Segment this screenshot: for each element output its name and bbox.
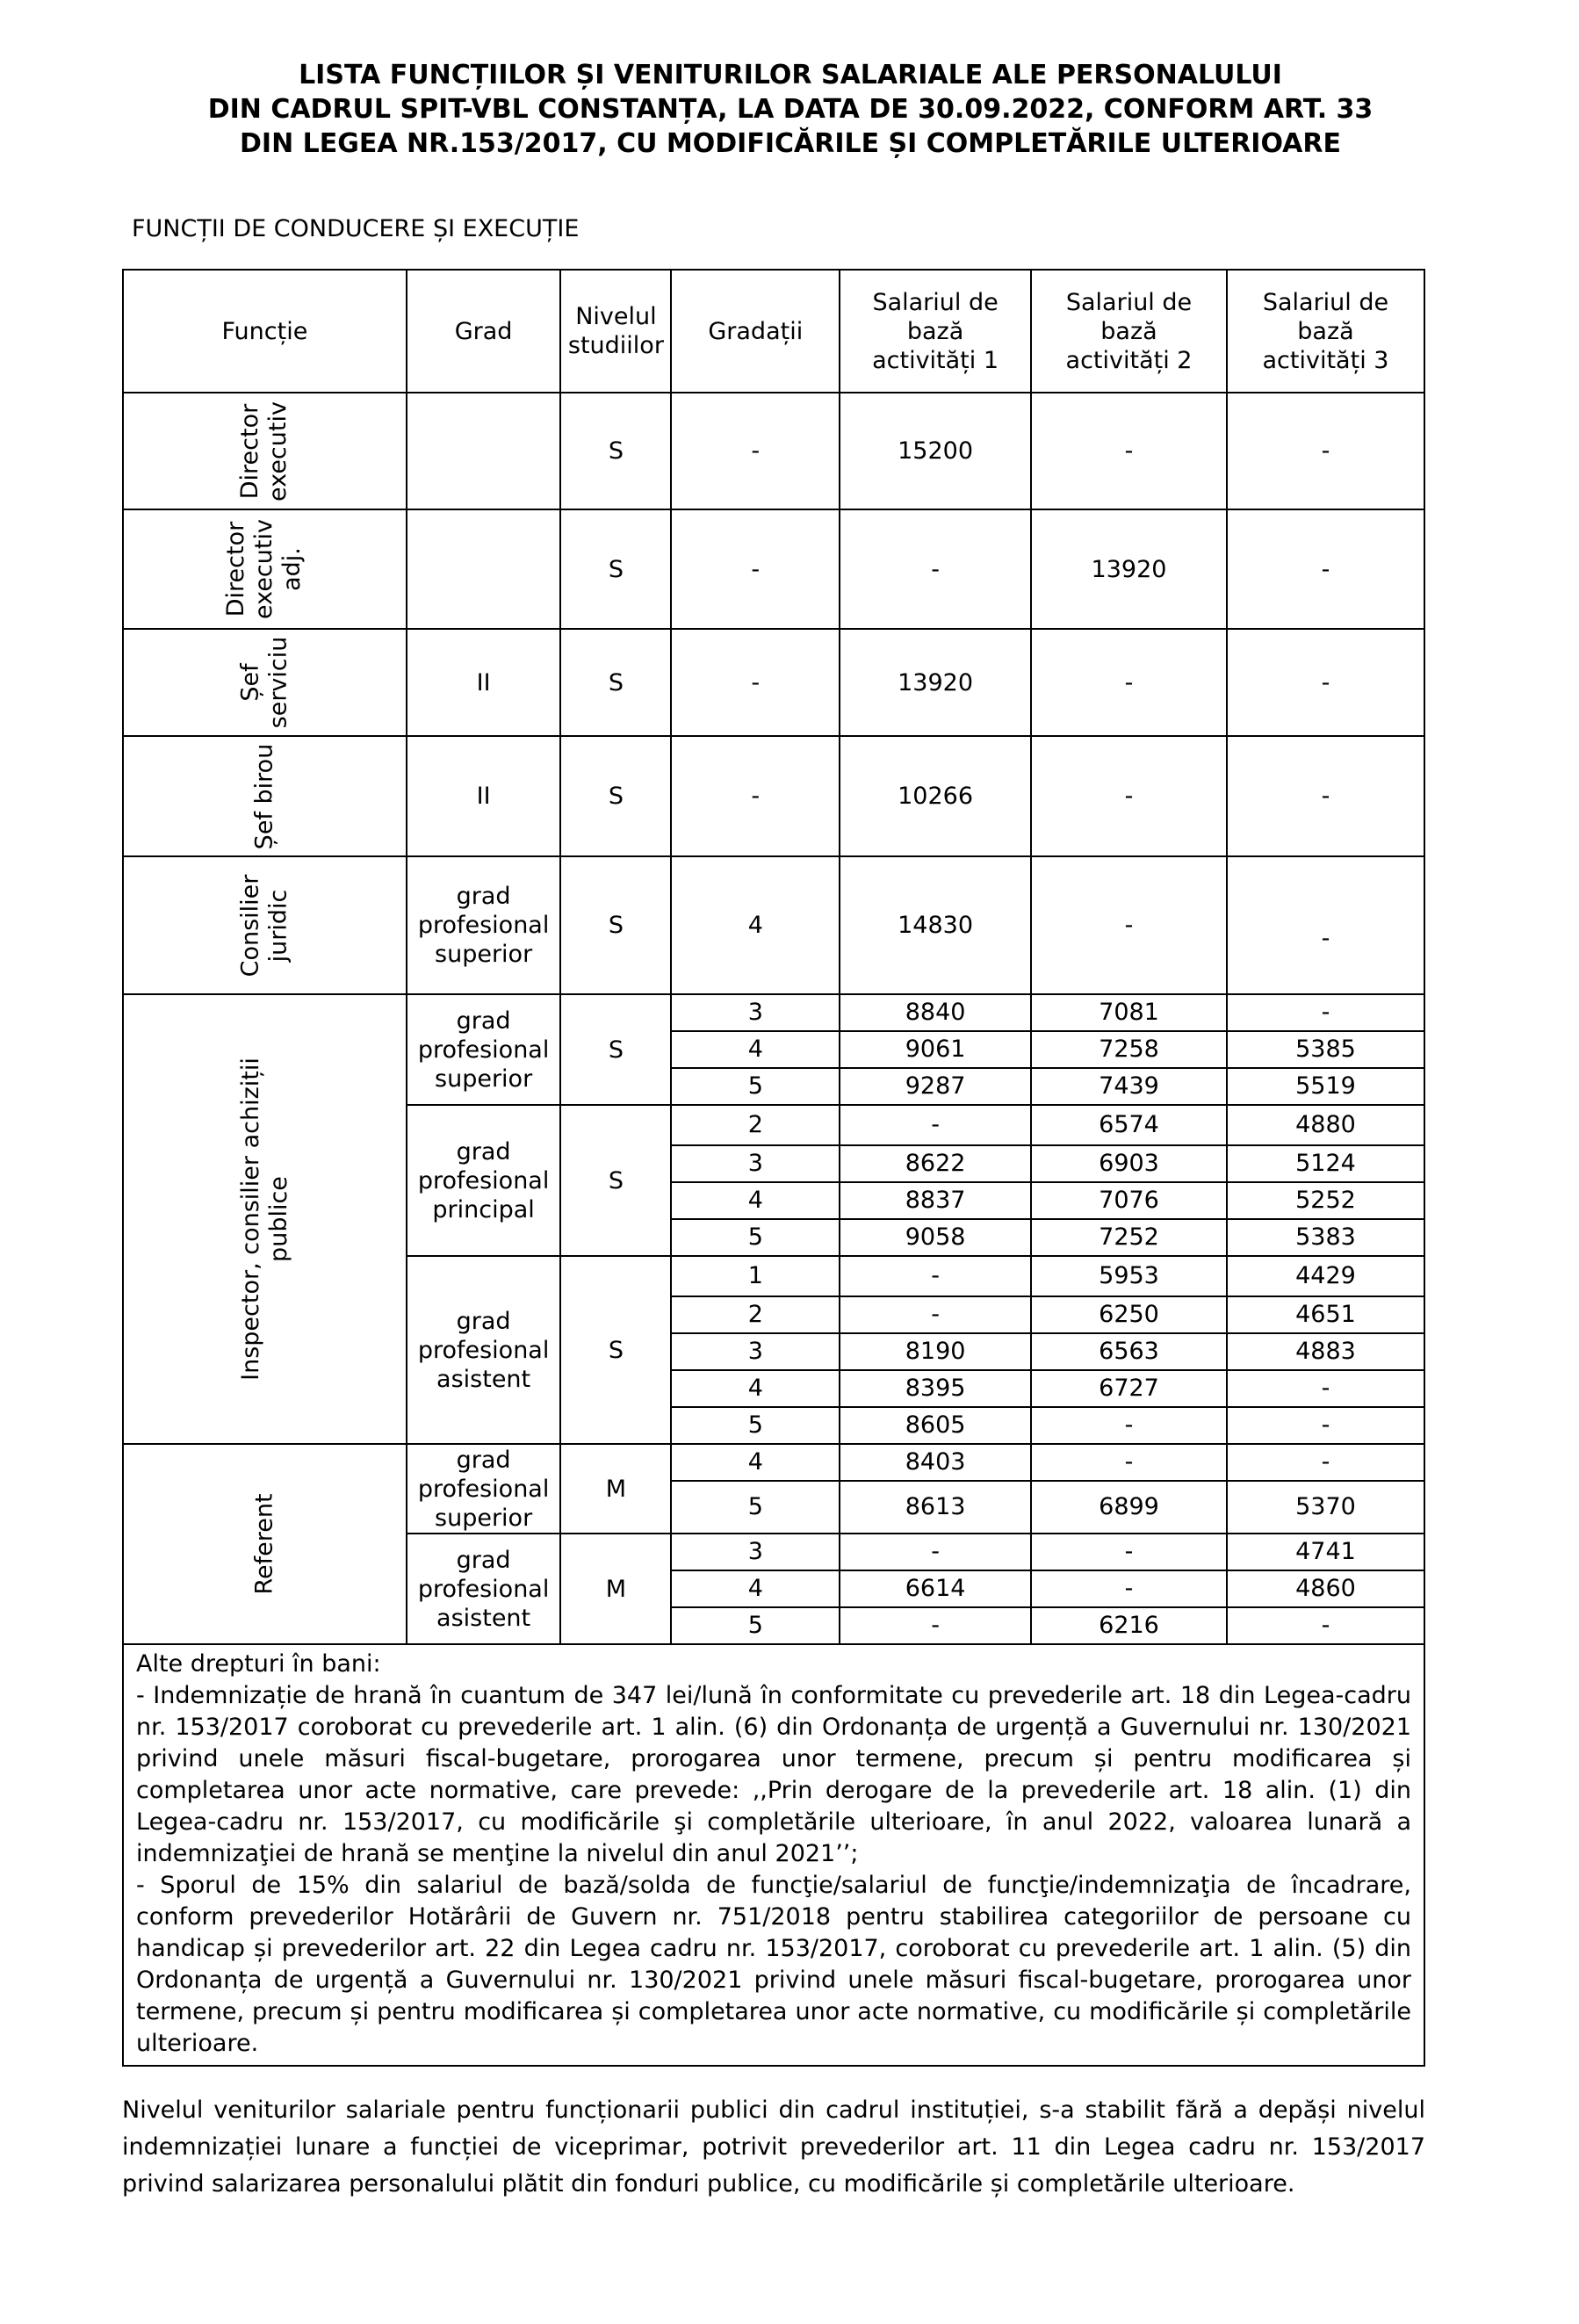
grade-cell <box>407 509 561 629</box>
table-header-row <box>123 270 1424 393</box>
gradation-cell: 5 <box>671 1219 840 1256</box>
gradation-cell: - <box>671 629 840 736</box>
table-row <box>123 509 1424 629</box>
grade-text: grad <box>456 1307 511 1335</box>
gradation-cell: - <box>671 393 840 509</box>
header-salariu-2 <box>1031 270 1227 393</box>
grade-text: profesional <box>417 912 550 939</box>
grade-cell <box>407 393 561 509</box>
salary-3-cell: 5519 <box>1227 1068 1424 1105</box>
salary-1-cell: 8190 <box>840 1333 1031 1370</box>
study-level-cell: M <box>560 1444 671 1534</box>
footer-paragraph: Nivelul veniturilor salariale pentru funcționarii publici din cadrul instituției, s-a stabilit fără a depăși nivelul indemnizației lunare a funcției de viceprimar, potrivit prevederilor art. 11 din Legea cadru nr. 153/2017 privind salarizarea personalului plătit din fonduri publice, cu modificările și completările ulterioare. <box>122 2097 1425 2198</box>
notes-paragraph: - Indemnizație de hrană în cuantum de 347 lei/lună în conformitate cu prevederile art. 18 din Legea-cadru nr. 153/2017 coroborat cu prevederile art. 1 alin. (6) din Ordonanța de urgență a Guvernului nr. 130/2021 privind unele măsuri fiscal-bugetare, prorogarea unor termene, precum și pentru modificarea și completarea unor acte normative, care prevede: ,,Prin derogare de la prevederile art. 18 alin. (1) din Legea-cadru nr. 153/2017, cu modificările şi completările ulterioare, în anul 2022, valoarea lunară a indemnizaţiei de hrană se menţine la nivelul din anul 2021’’; <box>136 1682 1411 1867</box>
title-line: DIN CADRUL SPIT-VBL CONSTANȚA, LA DATA DE 30.09.2022, CONFORM ART. 33 <box>207 94 1374 125</box>
salary-3-cell: 5252 <box>1227 1182 1424 1219</box>
salary-1-cell: 8403 <box>840 1444 1031 1481</box>
grade-text: superior <box>435 941 533 968</box>
gradation-cell: - <box>671 509 840 629</box>
salary-2-cell: - <box>1031 736 1227 856</box>
gradation-cell: 4 <box>671 1031 840 1068</box>
salary-1-cell: - <box>840 1534 1031 1570</box>
study-level-cell: S <box>560 393 671 509</box>
gradation-cell: 2 <box>671 1296 840 1333</box>
grade-text: profesional <box>417 1336 550 1364</box>
header-text-line: Salariul de <box>1262 288 1389 316</box>
salary-3-cell: - <box>1227 994 1424 1031</box>
salary-3-cell: - <box>1227 1407 1424 1444</box>
salary-3-cell: 4741 <box>1227 1534 1424 1570</box>
salary-3-cell: - <box>1227 736 1424 856</box>
salary-table <box>122 269 1425 2067</box>
grade-cell <box>407 994 561 1105</box>
gradation-cell: 5 <box>671 1407 840 1444</box>
gradation-cell: 2 <box>671 1105 840 1145</box>
salary-1-cell: - <box>840 1256 1031 1296</box>
function-text: Referent <box>250 1493 278 1595</box>
header-text-line: bază <box>1297 317 1354 345</box>
function-cell <box>123 736 407 856</box>
function-text: executiv <box>250 519 278 619</box>
study-level-cell: S <box>560 629 671 736</box>
grade-cell: II <box>407 629 561 736</box>
grade-text: superior <box>435 1065 533 1093</box>
salary-2-cell: - <box>1031 856 1227 994</box>
document-title <box>105 58 1475 161</box>
salary-2-cell: - <box>1031 1407 1227 1444</box>
header-salariu-1 <box>840 270 1031 393</box>
grade-text: grad <box>456 883 511 910</box>
salary-1-cell: 8840 <box>840 994 1031 1031</box>
gradation-cell: 4 <box>671 1570 840 1607</box>
salary-2-cell: 7081 <box>1031 994 1227 1031</box>
table-row <box>123 393 1424 509</box>
grade-text: profesional <box>417 1166 550 1194</box>
gradation-cell: 3 <box>671 1333 840 1370</box>
table-row <box>123 629 1424 736</box>
salary-3-cell: - <box>1227 1444 1424 1481</box>
grade-text: asistent <box>436 1604 531 1632</box>
salary-1-cell: 8613 <box>840 1481 1031 1534</box>
function-text: Consilier <box>236 874 264 977</box>
table-row <box>123 994 1424 1031</box>
gradation-cell: 5 <box>671 1607 840 1644</box>
salary-1-cell: 6614 <box>840 1570 1031 1607</box>
function-text: Director <box>236 403 264 499</box>
header-text-line: Salariul de <box>1065 288 1193 316</box>
salary-3-cell: 4880 <box>1227 1105 1424 1145</box>
salary-3-cell: - <box>1227 393 1424 509</box>
grade-text: profesional <box>417 1575 550 1603</box>
gradation-cell: - <box>671 736 840 856</box>
notes-cell <box>123 1644 1424 2066</box>
header-nivel <box>560 270 671 393</box>
title-line: DIN LEGEA NR.153/2017, CU MODIFICĂRILE ȘI COMPLETĂRILE ULTERIOARE <box>240 128 1341 159</box>
function-cell <box>123 629 407 736</box>
salary-1-cell: - <box>840 1607 1031 1644</box>
function-cell <box>123 994 407 1444</box>
grade-cell <box>407 1444 561 1534</box>
salary-1-cell: 13920 <box>840 629 1031 736</box>
salary-3-cell: - <box>1227 856 1424 994</box>
title-line: LISTA FUNCȚIILOR ȘI VENITURILOR SALARIALE ALE PERSONALULUI <box>299 60 1282 90</box>
function-text: publice <box>264 1176 292 1262</box>
study-level-cell: S <box>560 736 671 856</box>
salary-2-cell: 7258 <box>1031 1031 1227 1068</box>
header-text-line: Nivelul <box>575 303 657 330</box>
salary-1-cell: - <box>840 1105 1031 1145</box>
salary-2-cell: 7439 <box>1031 1068 1227 1105</box>
gradation-cell: 1 <box>671 1256 840 1296</box>
salary-1-cell: 9058 <box>840 1219 1031 1256</box>
gradation-cell: 4 <box>671 1182 840 1219</box>
header-salariu-3 <box>1227 270 1424 393</box>
salary-1-cell: 9287 <box>840 1068 1031 1105</box>
header-text-line: activități 2 <box>1065 346 1193 374</box>
salary-3-cell: 4860 <box>1227 1570 1424 1607</box>
header-text-line: studiilor <box>567 332 664 359</box>
grade-text: superior <box>435 1504 533 1532</box>
notes-paragraph: - Sporul de 15% din salariul de bază/solda de funcţie/salariul de funcţie/indemnizaţia de încadrare, conform prevederilor Hotărârii de Guvern nr. 751/2018 pentru stabilirea categoriilor de persoane cu handicap și prevederilor art. 22 din Legea cadru nr. 153/2017, coroborat cu prevederile art. 1 alin. (5) din Ordonanța de urgență a Guvernului nr. 130/2021 privind unele măsuri fiscal-bugetare, prorogarea unor termene, precum și pentru modificarea și completarea unor acte normative, cu modificările și completările ulterioare. <box>136 1872 1411 2057</box>
table-row <box>123 856 1424 994</box>
function-cell <box>123 509 407 629</box>
salary-2-cell: 6250 <box>1031 1296 1227 1333</box>
section-subtitle: FUNCȚII DE CONDUCERE ȘI EXECUȚIE <box>132 215 580 242</box>
salary-1-cell: 8622 <box>840 1145 1031 1182</box>
salary-2-cell: 13920 <box>1031 509 1227 629</box>
gradation-cell: 4 <box>671 856 840 994</box>
grade-text: grad <box>456 1007 511 1035</box>
function-cell <box>123 856 407 994</box>
salary-3-cell: 4883 <box>1227 1333 1424 1370</box>
function-cell <box>123 1444 407 1644</box>
grade-text: principal <box>432 1195 535 1223</box>
grade-text: grad <box>456 1546 511 1574</box>
salary-3-cell: - <box>1227 509 1424 629</box>
study-level-cell: S <box>560 509 671 629</box>
function-cell <box>123 393 407 509</box>
grade-cell <box>407 1105 561 1256</box>
salary-1-cell: 9061 <box>840 1031 1031 1068</box>
gradation-cell: 4 <box>671 1444 840 1481</box>
salary-3-cell: 5370 <box>1227 1481 1424 1534</box>
function-text: adj. <box>278 547 306 591</box>
gradation-cell: 4 <box>671 1370 840 1407</box>
notes-row <box>123 1644 1424 2066</box>
salary-2-cell: 6903 <box>1031 1145 1227 1182</box>
study-level-cell: S <box>560 856 671 994</box>
function-text: serviciu <box>264 636 292 729</box>
salary-1-cell: 8605 <box>840 1407 1031 1444</box>
salary-1-cell: 8395 <box>840 1370 1031 1407</box>
salary-3-cell: 4429 <box>1227 1256 1424 1296</box>
header-text-line: bază <box>1100 317 1157 345</box>
salary-3-cell: 5124 <box>1227 1145 1424 1182</box>
grade-cell: II <box>407 736 561 856</box>
function-text: Inspector, consilier achiziții <box>236 1057 264 1381</box>
gradation-cell: 5 <box>671 1068 840 1105</box>
function-text: Șef birou <box>250 743 278 849</box>
salary-1-cell: - <box>840 1296 1031 1333</box>
table-row <box>123 736 1424 856</box>
salary-2-cell: 6574 <box>1031 1105 1227 1145</box>
salary-2-cell: 6899 <box>1031 1481 1227 1534</box>
grade-cell <box>407 1534 561 1644</box>
salary-3-cell: - <box>1227 1607 1424 1644</box>
salary-2-cell: 5953 <box>1031 1256 1227 1296</box>
grade-text: profesional <box>417 1475 550 1503</box>
grade-cell <box>407 856 561 994</box>
salary-2-cell: - <box>1031 1570 1227 1607</box>
header-grad: Grad <box>407 270 561 393</box>
function-text: Director <box>222 521 250 617</box>
function-text: executiv <box>264 401 292 502</box>
grade-text: profesional <box>417 1036 550 1064</box>
salary-2-cell: - <box>1031 393 1227 509</box>
study-level-cell: S <box>560 1105 671 1256</box>
salary-1-cell: 14830 <box>840 856 1031 994</box>
grade-text: grad <box>456 1137 511 1166</box>
salary-3-cell: - <box>1227 1370 1424 1407</box>
function-text: Șef <box>236 663 264 702</box>
grade-text: grad <box>456 1446 511 1474</box>
study-level-cell: S <box>560 1256 671 1444</box>
header-gradatii: Gradații <box>671 270 840 393</box>
salary-2-cell: - <box>1031 1444 1227 1481</box>
salary-1-cell: 10266 <box>840 736 1031 856</box>
salary-2-cell: 6216 <box>1031 1607 1227 1644</box>
header-text-line: activități 3 <box>1262 346 1389 374</box>
salary-1-cell: - <box>840 509 1031 629</box>
header-functie: Funcție <box>123 270 407 393</box>
salary-1-cell: 8837 <box>840 1182 1031 1219</box>
gradation-cell: 5 <box>671 1481 840 1534</box>
gradation-cell: 3 <box>671 994 840 1031</box>
gradation-cell: 3 <box>671 1145 840 1182</box>
salary-3-cell: 5383 <box>1227 1219 1424 1256</box>
salary-2-cell: 6563 <box>1031 1333 1227 1370</box>
header-text-line: activități 1 <box>872 346 999 374</box>
grade-text: asistent <box>436 1365 531 1393</box>
salary-2-cell: 7076 <box>1031 1182 1227 1219</box>
salary-2-cell: - <box>1031 1534 1227 1570</box>
salary-3-cell: 5385 <box>1227 1031 1424 1068</box>
salary-1-cell: 15200 <box>840 393 1031 509</box>
header-text-line: bază <box>906 317 964 345</box>
table-row <box>123 1444 1424 1481</box>
grade-cell <box>407 1256 561 1444</box>
salary-3-cell: - <box>1227 629 1424 736</box>
study-level-cell: S <box>560 994 671 1105</box>
study-level-cell: M <box>560 1534 671 1644</box>
gradation-cell: 3 <box>671 1534 840 1570</box>
salary-2-cell: - <box>1031 629 1227 736</box>
salary-2-cell: 6727 <box>1031 1370 1227 1407</box>
function-text: juridic <box>264 889 292 962</box>
salary-2-cell: 7252 <box>1031 1219 1227 1256</box>
notes-heading: Alte drepturi în bani: <box>136 1650 381 1678</box>
salary-3-cell: 4651 <box>1227 1296 1424 1333</box>
header-text-line: Salariul de <box>872 288 999 316</box>
